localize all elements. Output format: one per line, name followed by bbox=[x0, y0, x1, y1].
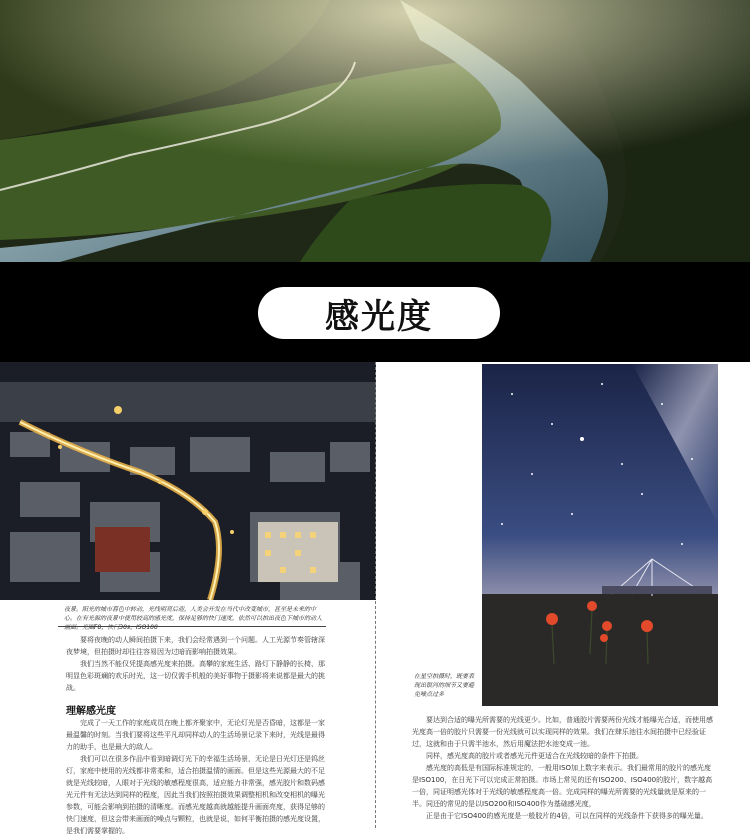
subheading: 理解感光度 bbox=[66, 706, 116, 717]
right-body-text bbox=[412, 714, 718, 822]
paragraph: 同样，感光度高的胶片或者感光元件更适合在光线较暗的条件下拍摄。 bbox=[426, 752, 643, 760]
paragraph: 完成了一天工作的家庭成员在晚上都齐聚家中，无论灯光是否昏暗，这都是一家最温馨的时刻。当我们要将这些平凡却同样动人的生活场景记录下来时，光线是最得力的助手，也是最大的敌人。 bbox=[66, 719, 325, 751]
river-valley-illustration bbox=[0, 0, 750, 262]
paragraph: 正是由于它ISO400的感光度是一般胶片的4倍，可以在同样的光线条件下获得多的曝光量。 bbox=[426, 812, 708, 820]
paragraph: 我们当然不能仅凭提高感光度来拍摄。高攀的家庭生活、路灯下静静的长椅、那明显色彩斑斓的欢乐时光，这一切仅需手机般的美好事物于摄影将来说都是最大的挑战。 bbox=[66, 660, 325, 692]
book-spread bbox=[0, 362, 750, 835]
river-valley-photo bbox=[0, 0, 750, 262]
section-title: 感光度 bbox=[258, 287, 500, 339]
paragraph: 我们可以在很多作品中看到暗调灯光下的幸福生活场景，无论是日光灯还是钨丝灯，家庭中使用的光线都非常柔和，适合拍摄温情的画面。但是这些光源最大的不足就是光线较暗，人眼对于光线的敏感程度很高，适应能力非常强，感光胶片和数码感光元件有无法达到同样的程度，因此当我们按照拍摄效果调整相机和改变相机的曝光参数，可能会影响到拍摄的清晰度。而感光度越高就越能提升画面亮度，获得足够的快门速度，但这会带来画面的噪点与颗粒，也就是说，如何平衡拍摄的感光度设置，是我们需要掌握的。 bbox=[66, 755, 325, 835]
left-body-text bbox=[66, 717, 328, 837]
left-intro-text bbox=[66, 634, 328, 694]
night-town-illustration bbox=[0, 362, 376, 600]
night-town-photo bbox=[0, 362, 376, 600]
left-photo-caption: 夜景。阳光的城市暮色中转动，光线明亮后迎，人类会开发在当代中改变城市，甚至是未来的中心。在有光源的夜景中使用较高的感光度，保持足够的快门速度，依然可以拍出夜色下城市的动人画面。光圈F8，快门30s，ISO100 bbox=[64, 606, 323, 631]
right-page bbox=[376, 362, 750, 828]
divider bbox=[58, 626, 326, 627]
paragraph: 感光度的高低是有国际标准规定的，一般用ISO加上数字来表示。我们最常用的胶片的感光度是ISO100，在日光下可以完成正常拍摄。市场上常见的还有ISO200、ISO400的胶片，数字越高一倍，同证明感光体对于光线的敏感程度高一倍。完成同样的曝光所需要的光线量就是原来的一半。同还的常见的是以ISO200和ISO400作为基础感光度， bbox=[412, 764, 713, 808]
right-photo-caption: 在星空拍摄时，既要表现出银河的细节又要避免噪点过多 bbox=[414, 673, 475, 698]
milky-way-photo bbox=[482, 364, 718, 706]
paragraph: 要将夜晚的动人瞬间拍摄下来，我们会经常遇到一个问题。人工光源节奏管辖深夜梦境，但拍摄时却往往容易因为过暗而影响拍摄效果。 bbox=[66, 636, 325, 656]
left-page bbox=[0, 362, 376, 835]
milky-way-illustration bbox=[482, 364, 718, 706]
paragraph: 要达到合适的曝光所需要的光线更少。比如，普通胶片需要两份光线才能曝光合适，而使用感光度高一倍的胶片只需要一份光线就可以实现同样的效果。我们在肆乐池往水间拍摄中已经验证过，这就和由于只需半池水，然后用魔法把水池变成一池。 bbox=[412, 716, 713, 748]
